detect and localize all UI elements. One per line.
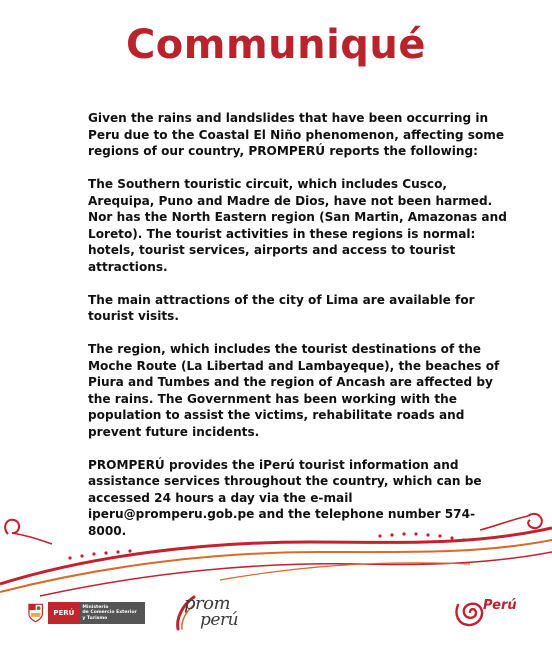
ministry-line: Ministerio [82, 604, 109, 610]
ministry-peru-label: PERÚ [48, 602, 79, 624]
paragraph-intro: Given the rains and landslides that have been occurring in Peru due to the Coastal El Niño phenomenon, affecting some regions of our country, PROMPERÚ reports the following: [88, 111, 505, 158]
promperu-peru-text: perú [200, 610, 239, 630]
paragraph-southern-circuit: The Southern touristic circuit, which includes Cusco, Arequipa, Puno and Madre de Dios, have not been harmed. Nor has the North Eastern region (San Martin, Amazonas and Loreto). The tourist activities in these regions is normal: hotels, tourist services, airports and access to tourist attractions. [88, 177, 507, 274]
communique-body [88, 110, 508, 556]
paragraph-affected-regions: The region, which includes the tourist destinations of the Moche Route (La Libertad and Lambayeque), the beaches of Piura and Tumbes and the region of Ancash are affected by the rains. The Government has been working with the population to assist the victims, rehabilitate roads and prevent future incidents. [88, 342, 500, 439]
peru-shield-icon [27, 602, 44, 624]
page-title: Communiqué [125, 22, 427, 68]
marca-peru-logo [452, 590, 532, 640]
promperu-logo [172, 593, 252, 633]
promperu-prom-text: prom [184, 593, 231, 614]
ministry-name [79, 602, 145, 624]
ministry-line: de Comercio Exterior [82, 610, 137, 616]
footer-logos [0, 590, 552, 661]
paragraph-iperu-contact: PROMPERÚ provides the iPerú tourist information and assistance services throughout the country, which can be accessed 24 hours a day via the e-mail iperu@promperu.gob.pe and the telephone number 574-8000. [88, 457, 482, 538]
paragraph-lima: The main attractions of the city of Lima are available for tourist visits. [88, 292, 475, 323]
ministry-logo [27, 600, 145, 626]
marca-peru-text: Perú [483, 598, 517, 613]
ministry-line: y Turismo [82, 615, 108, 621]
